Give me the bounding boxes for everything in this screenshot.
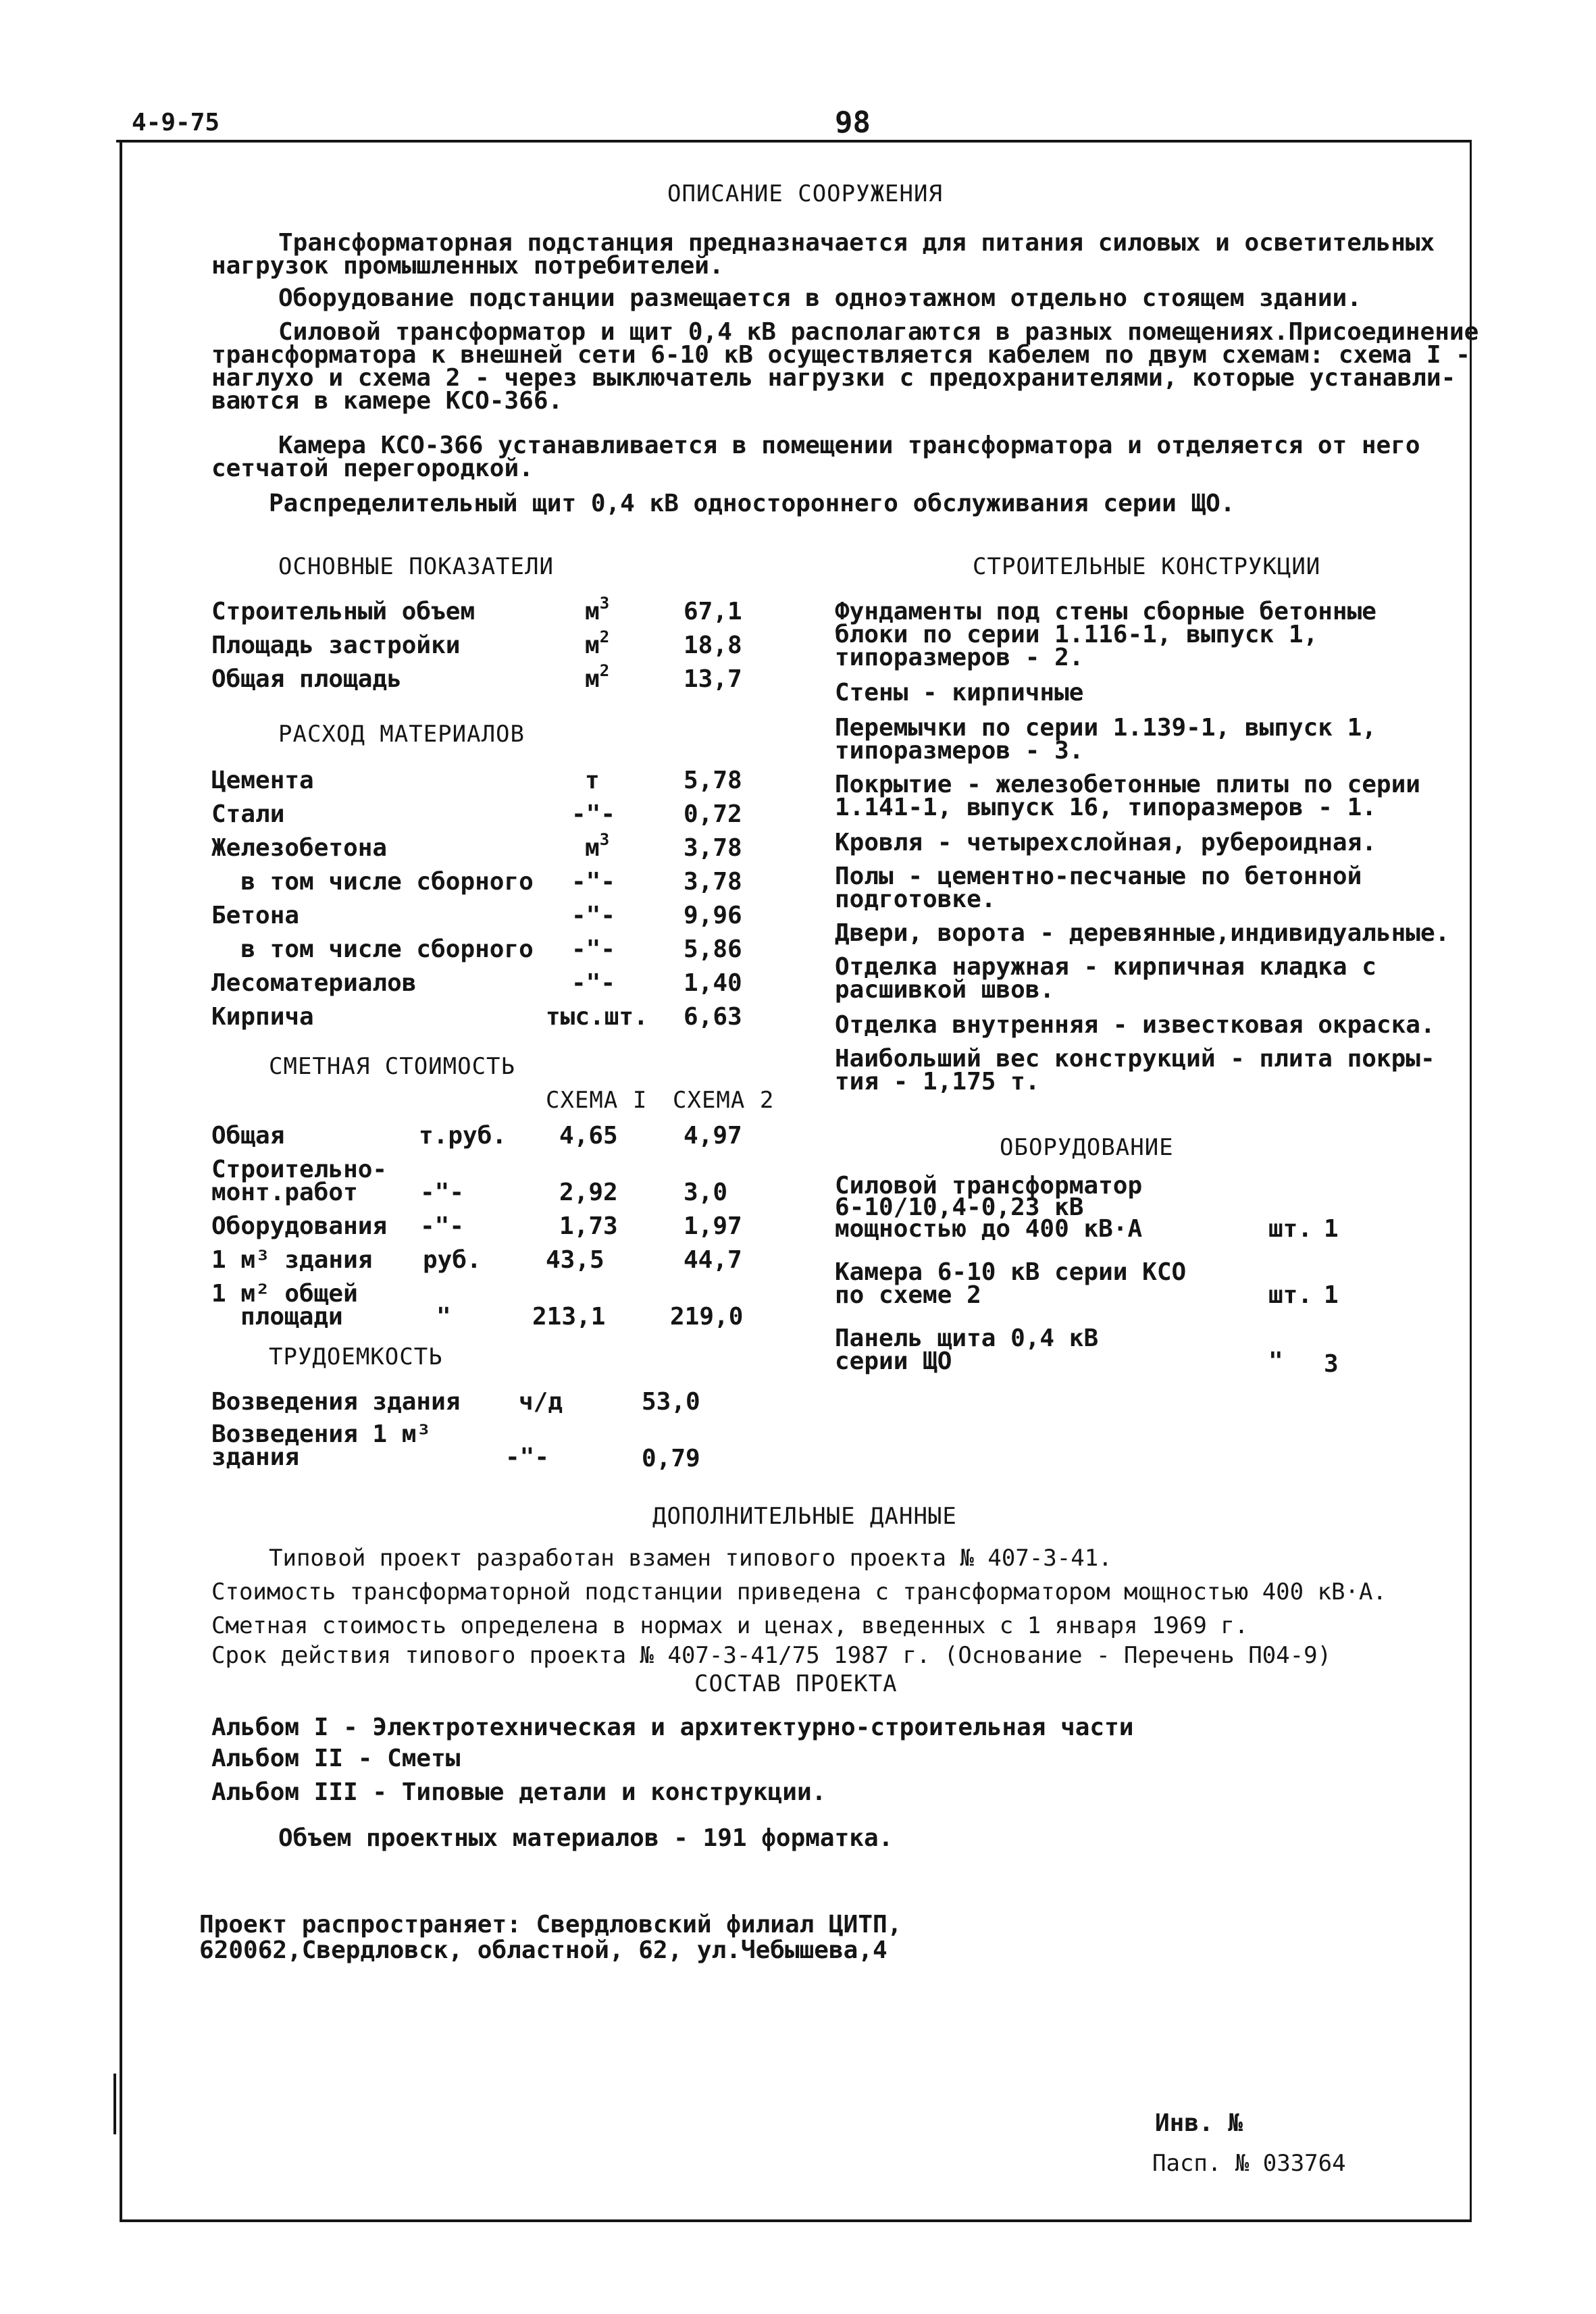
material-unit: -"- <box>571 800 616 828</box>
cost-value-scheme1: 1,73 <box>559 1212 618 1240</box>
equipment-item-cont: по схеме 2 <box>835 1281 981 1309</box>
materials-heading: РАСХОД МАТЕРИАЛОВ <box>278 721 525 748</box>
material-value: 5,86 <box>684 935 742 963</box>
cost-label-cont: площади <box>240 1303 343 1331</box>
labor-label: Возведения 1 м³ <box>211 1420 432 1448</box>
project-volume: Объем проектных материалов - 191 форматка. <box>278 1824 894 1852</box>
material-unit: -"- <box>571 935 616 963</box>
cost-value-scheme1: 43,5 <box>546 1246 604 1274</box>
material-value: 3,78 <box>684 868 742 896</box>
page-number: 98 <box>835 105 871 140</box>
material-unit: $м^3$ <box>585 830 610 862</box>
cost-value-scheme2: 219,0 <box>670 1303 744 1331</box>
desc-p3-line3: наглухо и схема 2 - через выключатель нагрузки с предохранителями, которые устанавли- <box>211 364 1456 392</box>
material-label: Бетона <box>211 902 300 929</box>
equipment-heading: ОБОРУДОВАНИЕ <box>1000 1134 1174 1161</box>
material-value: 5,78 <box>684 767 742 794</box>
labor-value: 53,0 <box>642 1388 700 1416</box>
equipment-qty: 1 <box>1324 1215 1339 1243</box>
additional-line: Типовой проект разработан взамен типового проекта № 407-3-41. <box>269 1545 1112 1572</box>
cost-unit: т.руб. <box>419 1122 507 1150</box>
desc-p3-line4: ваются в камере КСО-366. <box>211 387 563 415</box>
labor-unit: -"- <box>505 1443 550 1471</box>
cost-value-scheme2: 1,97 <box>684 1212 742 1240</box>
construction-item: Отделка внутренняя - известковая окраска. <box>835 1011 1435 1039</box>
desc-p4-line1: Камера КСО-366 устанавливается в помещении трансформатора и отделяется от него <box>278 432 1420 459</box>
additional-line: Стоимость трансформаторной подстанции приведена с трансформатором мощностью 400 кВ·А. <box>211 1578 1387 1605</box>
album-item: Альбом III - Типовые детали и конструкции. <box>211 1778 827 1806</box>
equipment-qty: 3 <box>1324 1350 1339 1378</box>
labor-label: Возведения здания <box>211 1388 461 1416</box>
indicator-value: 13,7 <box>684 665 742 693</box>
constructions-heading: СТРОИТЕЛЬНЫЕ КОНСТРУКЦИИ <box>973 553 1321 580</box>
album-item: Альбом II - Сметы <box>211 1745 461 1772</box>
construction-item: Перемычки по серии 1.139-1, выпуск 1, <box>835 714 1376 742</box>
labor-heading: ТРУДОЕМКОСТЬ <box>269 1343 443 1370</box>
cost-label: 1 м² общей <box>211 1280 358 1308</box>
equipment-qty: 1 <box>1324 1281 1339 1309</box>
cost-unit: -"- <box>420 1212 465 1240</box>
album-item: Альбом I - Электротехническая и архитектурно-строительная части <box>211 1714 1134 1741</box>
equipment-item: Панель щита 0,4 кВ <box>835 1325 1099 1352</box>
material-unit: тыс.шт. <box>546 1003 648 1031</box>
indicator-label: Общая площадь <box>211 665 402 693</box>
cost-col-scheme1: СХЕМА I <box>546 1087 648 1114</box>
indicator-value: 67,1 <box>684 598 742 625</box>
construction-item: Двери, ворота - деревянные,индивидуальные. <box>835 919 1450 947</box>
cost-value-scheme1: 2,92 <box>559 1179 618 1206</box>
cost-heading: СМЕТНАЯ СТОИМОСТЬ <box>269 1053 515 1080</box>
cost-label: Строительно- <box>211 1156 388 1183</box>
construction-item: Стены - кирпичные <box>835 679 1084 706</box>
equipment-unit: шт. <box>1268 1281 1313 1309</box>
indicator-unit: $м^3$ <box>585 594 610 625</box>
construction-item: Отделка наружная - кирпичная кладка с <box>835 953 1376 981</box>
material-unit: -"- <box>571 902 616 929</box>
passport-number: Пасп. № 033764 <box>1152 2150 1346 2177</box>
cost-value-scheme2: 3,0 <box>684 1179 728 1206</box>
cost-label: 1 м³ здания <box>211 1246 373 1274</box>
composition-heading: СОСТАВ ПРОЕКТА <box>694 1670 898 1697</box>
indicator-value: 18,8 <box>684 632 742 659</box>
material-label: Железобетона <box>211 834 388 862</box>
equipment-item: Камера 6-10 кВ серии КСО <box>835 1258 1187 1286</box>
additional-line: Срок действия типового проекта № 407-3-41/75 1987 г. (Основание - Перечень П04-9) <box>211 1642 1332 1669</box>
construction-item: Наибольший вес конструкций - плита покры- <box>835 1045 1435 1073</box>
construction-item-cont: типоразмеров - 2. <box>835 644 1084 671</box>
desc-p1-line2: нагрузок промышленных потребителей. <box>211 252 724 280</box>
material-label: в том числе сборного <box>211 935 534 963</box>
cost-value-scheme1: 4,65 <box>559 1122 618 1150</box>
desc-p1-line1: Трансформаторная подстанция предназначается для питания силовых и осветительных <box>278 229 1435 257</box>
construction-item-cont: 1.141-1, выпуск 16, типоразмеров - 1. <box>835 794 1376 821</box>
indicator-unit: $м^2$ <box>585 627 610 659</box>
desc-p2: Оборудование подстанции размещается в одноэтажном отдельно стоящем здании. <box>278 284 1362 312</box>
distributor-line2: 620062,Свердловск, областной, 62, ул.Чебышева,4 <box>199 1936 887 1964</box>
additional-line: Сметная стоимость определена в нормах и ценах, введенных с 1 января 1969 г. <box>211 1612 1249 1639</box>
equipment-item-cont: мощностью до 400 кВ·А <box>835 1215 1143 1243</box>
desc-p5: Распределительный щит 0,4 кВ одностороннего обслуживания серии ЩО. <box>269 490 1235 517</box>
cost-unit: -"- <box>420 1179 465 1206</box>
construction-item-cont: тия - 1,175 т. <box>835 1068 1040 1096</box>
indicators-heading: ОСНОВНЫЕ ПОКАЗАТЕЛИ <box>278 553 554 580</box>
cost-value-scheme2: 4,97 <box>684 1122 742 1150</box>
construction-item: Фундаменты под стены сборные бетонные <box>835 598 1376 625</box>
equipment-unit: шт. <box>1268 1215 1313 1243</box>
construction-item: Кровля - четырехслойная, рубероидная. <box>835 829 1376 856</box>
equipment-unit: " <box>1268 1347 1283 1375</box>
construction-item-cont: расшивкой швов. <box>835 976 1055 1004</box>
material-value: 0,72 <box>684 800 742 828</box>
material-value: 9,96 <box>684 902 742 929</box>
material-unit: -"- <box>571 868 616 896</box>
construction-item-cont: подготовке. <box>835 885 996 913</box>
inventory-number: Инв. № <box>1155 2109 1243 2137</box>
cost-unit: " <box>436 1303 451 1331</box>
equipment-item: Силовой трансформатор <box>835 1172 1143 1200</box>
construction-item-cont: типоразмеров - 3. <box>835 737 1084 765</box>
cost-unit: руб. <box>423 1246 482 1274</box>
distributor-line1: Проект распространяет: Свердловский филиал ЦИТП, <box>199 1911 902 1938</box>
material-label: Стали <box>211 800 285 828</box>
construction-item: Покрытие - железобетонные плиты по серии <box>835 771 1420 798</box>
material-label: в том числе сборного <box>211 868 534 896</box>
cost-label-cont: монт.работ <box>211 1179 358 1206</box>
equipment-item-cont: серии ЩО <box>835 1347 952 1375</box>
page-title: ОПИСАНИЕ СООРУЖЕНИЯ <box>667 180 943 207</box>
material-value: 3,78 <box>684 834 742 862</box>
indicator-unit: $м^2$ <box>585 661 610 693</box>
desc-p3-line1: Силовой трансформатор и щит 0,4 кВ располагаются в разных помещениях.Присоединение <box>278 318 1479 346</box>
cost-value-scheme2: 44,7 <box>684 1246 742 1274</box>
indicator-label: Строительный объем <box>211 598 475 625</box>
cost-label: Общая <box>211 1122 285 1150</box>
material-label: Лесоматериалов <box>211 969 417 997</box>
cost-col-scheme2: СХЕМА 2 <box>673 1087 775 1114</box>
cost-label: Оборудования <box>211 1212 388 1240</box>
equipment-item-cont: 6-10/10,4-0,23 кВ <box>835 1193 1084 1221</box>
indicator-label: Площадь застройки <box>211 632 461 659</box>
material-label: Цемента <box>211 767 314 794</box>
material-unit: т <box>585 767 600 794</box>
labor-value: 0,79 <box>642 1445 700 1472</box>
construction-item: Полы - цементно-песчаные по бетонной <box>835 863 1362 890</box>
additional-heading: ДОПОЛНИТЕЛЬНЫЕ ДАННЫЕ <box>652 1503 957 1530</box>
labor-label-cont: здания <box>211 1443 300 1471</box>
construction-item-cont: блоки по серии 1.116-1, выпуск 1, <box>835 621 1318 648</box>
material-label: Кирпича <box>211 1003 314 1031</box>
material-unit: -"- <box>571 969 616 997</box>
desc-p3-line2: трансформатора к внешней сети 6-10 кВ осуществляется кабелем по двум схемам: схема I - <box>211 341 1470 369</box>
desc-p4-line2: сетчатой перегородкой. <box>211 455 534 482</box>
cost-value-scheme1: 213,1 <box>532 1303 606 1331</box>
material-value: 1,40 <box>684 969 742 997</box>
left-edge-mark <box>113 2074 116 2134</box>
labor-unit: ч/д <box>519 1388 563 1416</box>
document-code: 4-9-75 <box>132 109 220 136</box>
material-value: 6,63 <box>684 1003 742 1031</box>
